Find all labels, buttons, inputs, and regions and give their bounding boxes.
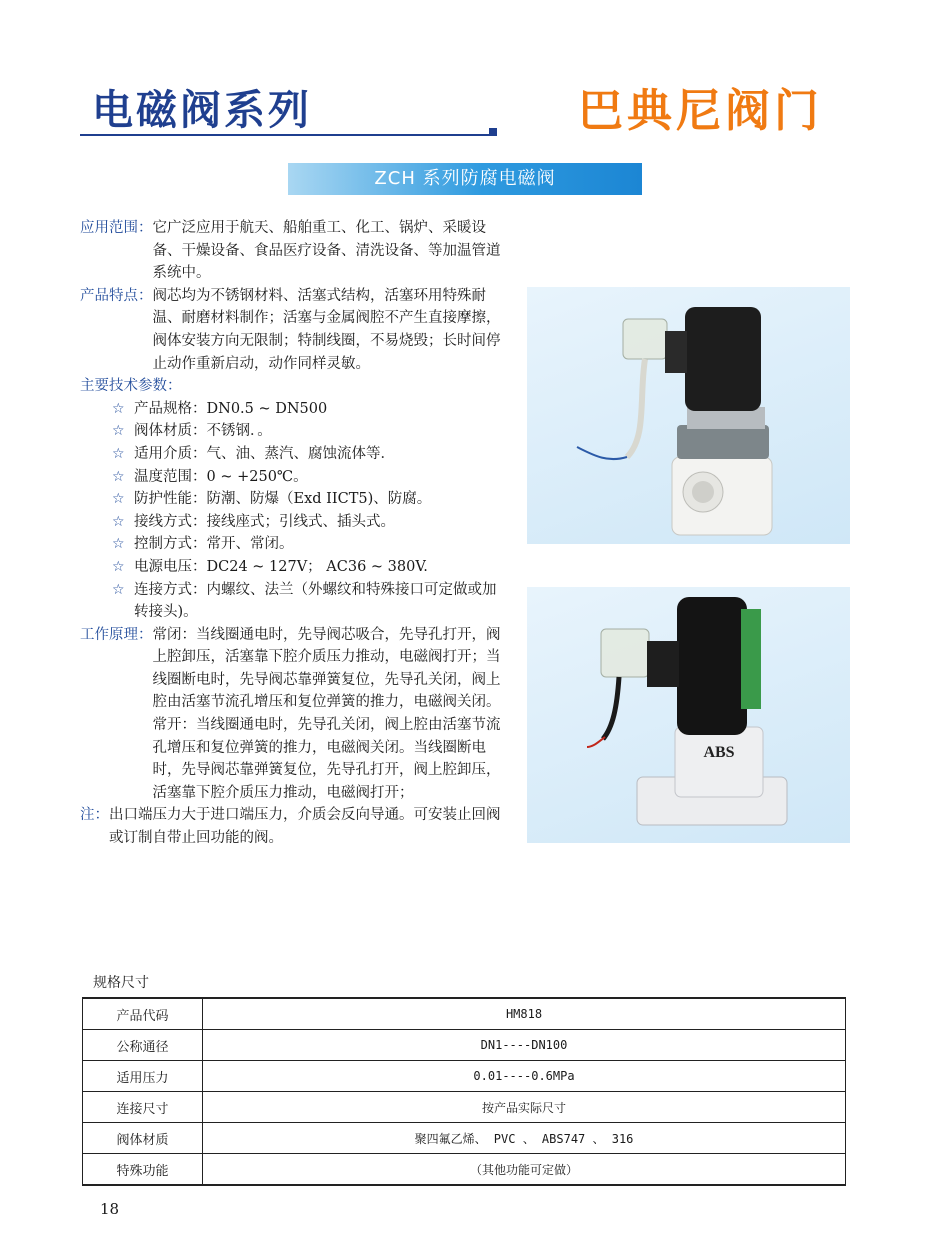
star-icon: ☆ [112, 536, 125, 553]
principle-normally-closed: 常闭：当线圈通电时，先导阀芯吸合，先导孔打开，阀上腔卸压，活塞靠下腔介质压力推动，电磁阀打开；当线圈断电时，先导阀芯靠弹簧复位，先导孔关闭，阀上腔由活塞节流孔增压和复位弹簧的推力，电磁阀关闭。 [152, 626, 501, 711]
spec-key: 公称通径 [83, 1030, 203, 1061]
features-text: 阀芯均为不锈钢材料、活塞式结构，活塞环用特殊耐温、耐磨材料制作；活塞与金属阀腔不产生直接摩擦，阀体安装方向无限制；特制线圈，不易烧毁；长时间停止动作重新启动，动作同样灵敏。 [152, 287, 501, 372]
application-text: 它广泛应用于航天、船舶重工、化工、锅炉、采暖设备、干燥设备、食品医疗设备、清洗设备、等加温管道系统中。 [152, 220, 501, 282]
features-section [80, 285, 510, 375]
note-label: 注： [80, 807, 109, 824]
star-icon: ☆ [112, 468, 125, 485]
principle-normally-open: 常开：当线圈通电时，先导孔关闭，阀上腔由活塞节流孔增压和复位弹簧的推力，电磁阀关闭。当线圈断电时，先导阀芯靠弹簧复位，先导孔打开，阀上腔卸压，活塞靠下腔介质压力推动，电磁阀打开； [152, 717, 501, 801]
star-icon: ☆ [112, 445, 125, 462]
spec-value: 按产品实际尺寸 [203, 1092, 846, 1123]
table-row [83, 1123, 846, 1154]
spec-value: （其他功能可定做） [203, 1154, 846, 1186]
param-text: 产品规格：DN0.5 ~ DN500 [134, 400, 328, 417]
star-icon: ☆ [112, 558, 125, 575]
note-section [80, 804, 510, 849]
spec-table [82, 997, 846, 1186]
param-item [80, 556, 510, 579]
param-text: 防护性能：防潮、防爆（Exd IICT5)、防腐。 [134, 491, 432, 508]
param-item [80, 420, 510, 443]
header-rule-dot [489, 128, 497, 136]
table-row [83, 998, 846, 1030]
spec-key: 适用压力 [83, 1061, 203, 1092]
valve-illustration [527, 287, 850, 544]
param-text: 电源电压：DC24 ~ 127V； AC36 ~ 380V. [134, 558, 428, 575]
table-row [83, 1061, 846, 1092]
header-rule [80, 134, 494, 136]
spec-key: 产品代码 [83, 998, 203, 1030]
spec-key: 特殊功能 [83, 1154, 203, 1186]
star-icon: ☆ [112, 423, 125, 440]
table-row [83, 1030, 846, 1061]
product-photo-anticorrosion-valve [527, 287, 850, 544]
param-item [80, 511, 510, 534]
param-text: 阀体材质：不锈钢．。 [134, 423, 272, 440]
product-description [80, 217, 510, 850]
spec-value: HM818 [203, 998, 846, 1030]
features-label: 产品特点： [80, 287, 153, 304]
brand-title: 巴典尼阀门 [578, 84, 824, 137]
spec-key: 阀体材质 [83, 1123, 203, 1154]
star-icon: ☆ [112, 491, 125, 508]
principle-section [80, 624, 510, 805]
spec-heading: 规格尺寸 [93, 975, 149, 991]
note-text: 出口端压力大于进口端压力，介质会反向导通。可安装止回阀或订制自带止回功能的阀。 [109, 807, 501, 847]
product-photo-abs-valve [527, 587, 850, 843]
page-number: 18 [100, 1200, 120, 1218]
table-row [83, 1154, 846, 1186]
application-section [80, 217, 510, 285]
param-item [80, 466, 510, 489]
param-item [80, 579, 510, 624]
param-text: 连接方式：内螺纹、法兰（外螺纹和特殊接口可定做或加转接头)。 [134, 581, 497, 621]
spec-value: 0.01----0.6MPa [203, 1061, 846, 1092]
table-row [83, 1092, 846, 1123]
params-heading: 主要技术参数： [80, 378, 182, 395]
param-text: 接线方式：接线座式；引线式、插头式。 [134, 513, 395, 530]
param-text: 温度范围：0 ~ +250℃。 [134, 468, 308, 485]
star-icon: ☆ [112, 400, 125, 417]
principle-label: 工作原理： [80, 626, 153, 643]
spec-value: DN1----DN100 [203, 1030, 846, 1061]
param-item [80, 533, 510, 556]
param-item [80, 443, 510, 466]
spec-key: 连接尺寸 [83, 1092, 203, 1123]
star-icon: ☆ [112, 581, 125, 598]
param-item [80, 398, 510, 421]
spec-value: 聚四氟乙烯、 PVC 、 ABS747 、 316 [203, 1123, 846, 1154]
abs-valve-illustration [527, 587, 850, 843]
param-text: 适用介质：气、油、蒸汽、腐蚀流体等． [134, 445, 395, 462]
params-list [80, 398, 510, 624]
series-title: 电磁阀系列 [92, 86, 312, 134]
application-label: 应用范围： [80, 220, 153, 236]
param-text: 控制方式：常开、常闭。 [134, 536, 294, 553]
param-item [80, 488, 510, 511]
abs-label: ABS [703, 744, 735, 761]
star-icon: ☆ [112, 513, 125, 530]
product-banner: ZCH 系列防腐电磁阀 [288, 163, 642, 195]
